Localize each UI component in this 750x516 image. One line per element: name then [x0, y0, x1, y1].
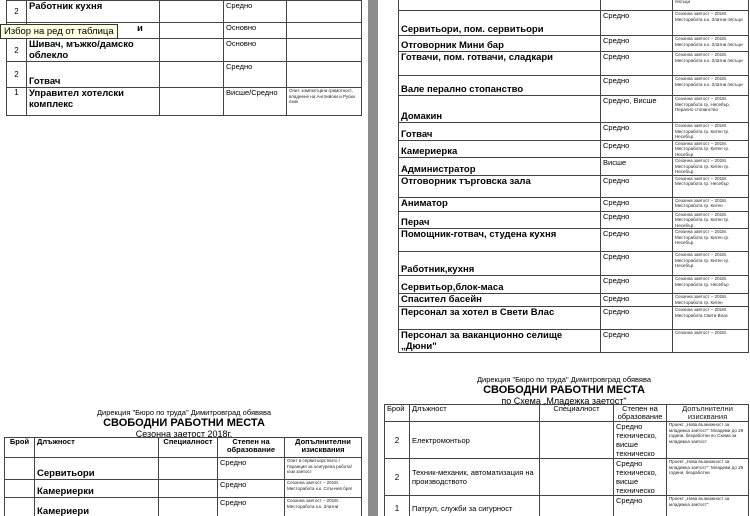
- vacancy-table-right-bottom: Брой Длъжност Специалност Степен на образование Допълнителни изисквания 2 Електромонтьор Средно техническо, висше техническо Проект „Нова възможност за младежка заетост": Младежи до 29 години, безработни по Схема за младежка заетост 2 Техник-механик, автоматизация на производството Средно техническо, висше техническо Проект „Нова възможност за младежка заетост": Младежи до 29 години, безработни 1 Патрул, служби за сигурност Средно Проект „Нова възможност за младежка заетост": [384, 404, 749, 516]
- table-row[interactable]: 2 Шивач, мъжко/дамско облекло Основно: [7, 39, 362, 62]
- table-row[interactable]: Вале перално стопанство Средно Сезонна заетост – 2018г. Месторабота к.к. Златни пясъци: [399, 76, 749, 96]
- table-row[interactable]: 2 Работник кухня Средно: [7, 1, 362, 23]
- table-row[interactable]: Спасител басейн Средно Сезонна заетост – 2018г. Месторабота гр. Китен: [399, 294, 749, 307]
- table-row[interactable]: Камериерки Средно Сезонна заетост – 2018г. Месторабота к.к. Слънчев бряг: [5, 480, 362, 498]
- table-row[interactable]: Помощник-готвач, студена кухня Средно Сезонна заетост – 2018г. Месторабота гр. Китен гр. Несебър: [399, 229, 749, 252]
- table-row[interactable]: Сервитьори, пом. сервитьори Средно Сезонна заетост – 2018г. Месторабота к.к. Златни пясъци: [399, 11, 749, 36]
- table-row[interactable]: Камериери Средно Сезонна заетост – 2018г. Месторабота к.к. Златни: [5, 498, 362, 516]
- vacancy-table-left-bottom: Брой Длъжност Специалност Степен на образование Допълнителни изисквания Сервитьори Средно Опит в сервитьорството /Гаранция за осигурена работа/ към заетост Камериерки Средно Сезонна заетост – 2018г. Месторабота к.к. Слънчев бряг Камериери Средно Сезонна заетост – 2018г. Месторабота к.к. Златни: [4, 437, 362, 516]
- table-row[interactable]: Отговорник Мини бар Средно Сезонна заетост – 2018г. Месторабота к.к. Златни пясъци: [399, 36, 749, 52]
- document-page-left: [0, 0, 368, 516]
- table-row[interactable]: Персонал за хотел в Свети Влас Средно Сезонна заетост – 2018г. Месторабота Свети Влас: [399, 307, 749, 330]
- vacancy-table-left-top: [6, 0, 362, 116]
- table-row[interactable]: Готвач Средно Сезонна заетост – 2018г. Месторабота гр. Китен гр. Несебър: [399, 123, 749, 141]
- section-heading: Дирекция "Бюро по труда" Димитровград обявява СВОБОДНИ РАБОТНИ МЕСТА Сезонна заетост 2018г.: [0, 408, 368, 439]
- table-row[interactable]: Работник,кухня Средно Сезонна заетост – 2018г. Месторабота гр. Китен гр. Несебър: [399, 252, 749, 276]
- table-row[interactable]: Администратор Висше Сезонна заетост – 2018г. Месторабота гр. Китен гр. Несебър: [399, 158, 749, 176]
- table-row[interactable]: 2 Електромонтьор Средно техническо, висше техническо Проект „Нова възможност за младежка заетост": Младежи до 29 години, безработни по Схема за младежка заетост: [385, 422, 749, 459]
- section-heading: Дирекция "Бюро по труда" Димитровград обявява СВОБОДНИ РАБОТНИ МЕСТА по Схема „Младежка заетост": [378, 375, 750, 406]
- document-page-right: [378, 0, 750, 516]
- table-row[interactable]: Перач Средно Сезонна заетост – 2018г. Месторабота гр. Китен гр. Несебър: [399, 211, 749, 229]
- table-row[interactable]: Сервитьор,блок-маса Средно Сезонна заетост – 2018г. Месторабота гр. Несебър: [399, 276, 749, 294]
- table-row[interactable]: Камериерка Средно Сезонна заетост – 2018г. Месторабота гр. Китен гр. Несебър: [399, 140, 749, 158]
- table-row[interactable]: 2 Готвач Средно: [7, 62, 362, 88]
- table-row[interactable]: 2 Техник-механик, автоматизация на производството Средно техническо, висше техническо Проект „Нова възможност за младежка заетост": Младежи до 29 години, безработни: [385, 459, 749, 496]
- table-row[interactable]: Аниматор Средно Сезонна заетост – 2018г. Месторабота гр. Китен: [399, 197, 749, 211]
- table-row[interactable]: Персонал за ваканционно селище „Дюни" Средно Сезонна заетост – 2018г.: [399, 330, 749, 353]
- vacancy-table-right-top: [398, 0, 749, 353]
- page-title: СВОБОДНИ РАБОТНИ МЕСТА: [103, 417, 265, 429]
- table-row[interactable]: Сервитьори Средно Опит в сервитьорството /Гаранция за осигурена работа/ към заетост: [5, 458, 362, 480]
- table-row[interactable]: Отговорник търговска зала Средно Сезонна заетост – 2018г. Месторабота гр. Несебър: [399, 175, 749, 197]
- table-row[interactable]: 1 Управител хотелски комплекс Висше/Средно Опит, компютърна грамотност, владеене на Английски и Руски език: [7, 88, 362, 116]
- table-row[interactable]: пясъци: [399, 0, 749, 11]
- tooltip: Избор на ред от таблица: [0, 24, 118, 39]
- table-row[interactable]: 1 Патрул, служби за сигурност Средно Проект „Нова възможност за младежка заетост": [385, 496, 749, 516]
- table-row[interactable]: Готвачи, пом. готвачи, сладкари Средно Сезонна заетост – 2018г. Месторабота к.к. Златни пясъци: [399, 52, 749, 76]
- table-row[interactable]: и Основно: [7, 23, 362, 39]
- table-row[interactable]: Домакин Средно, Висше Сезонна заетост – 2018г. Месторабота гр. Несебър, Перално стопанство: [399, 96, 749, 123]
- page-title: СВОБОДНИ РАБОТНИ МЕСТА: [483, 384, 645, 396]
- page-gutter: [368, 0, 378, 516]
